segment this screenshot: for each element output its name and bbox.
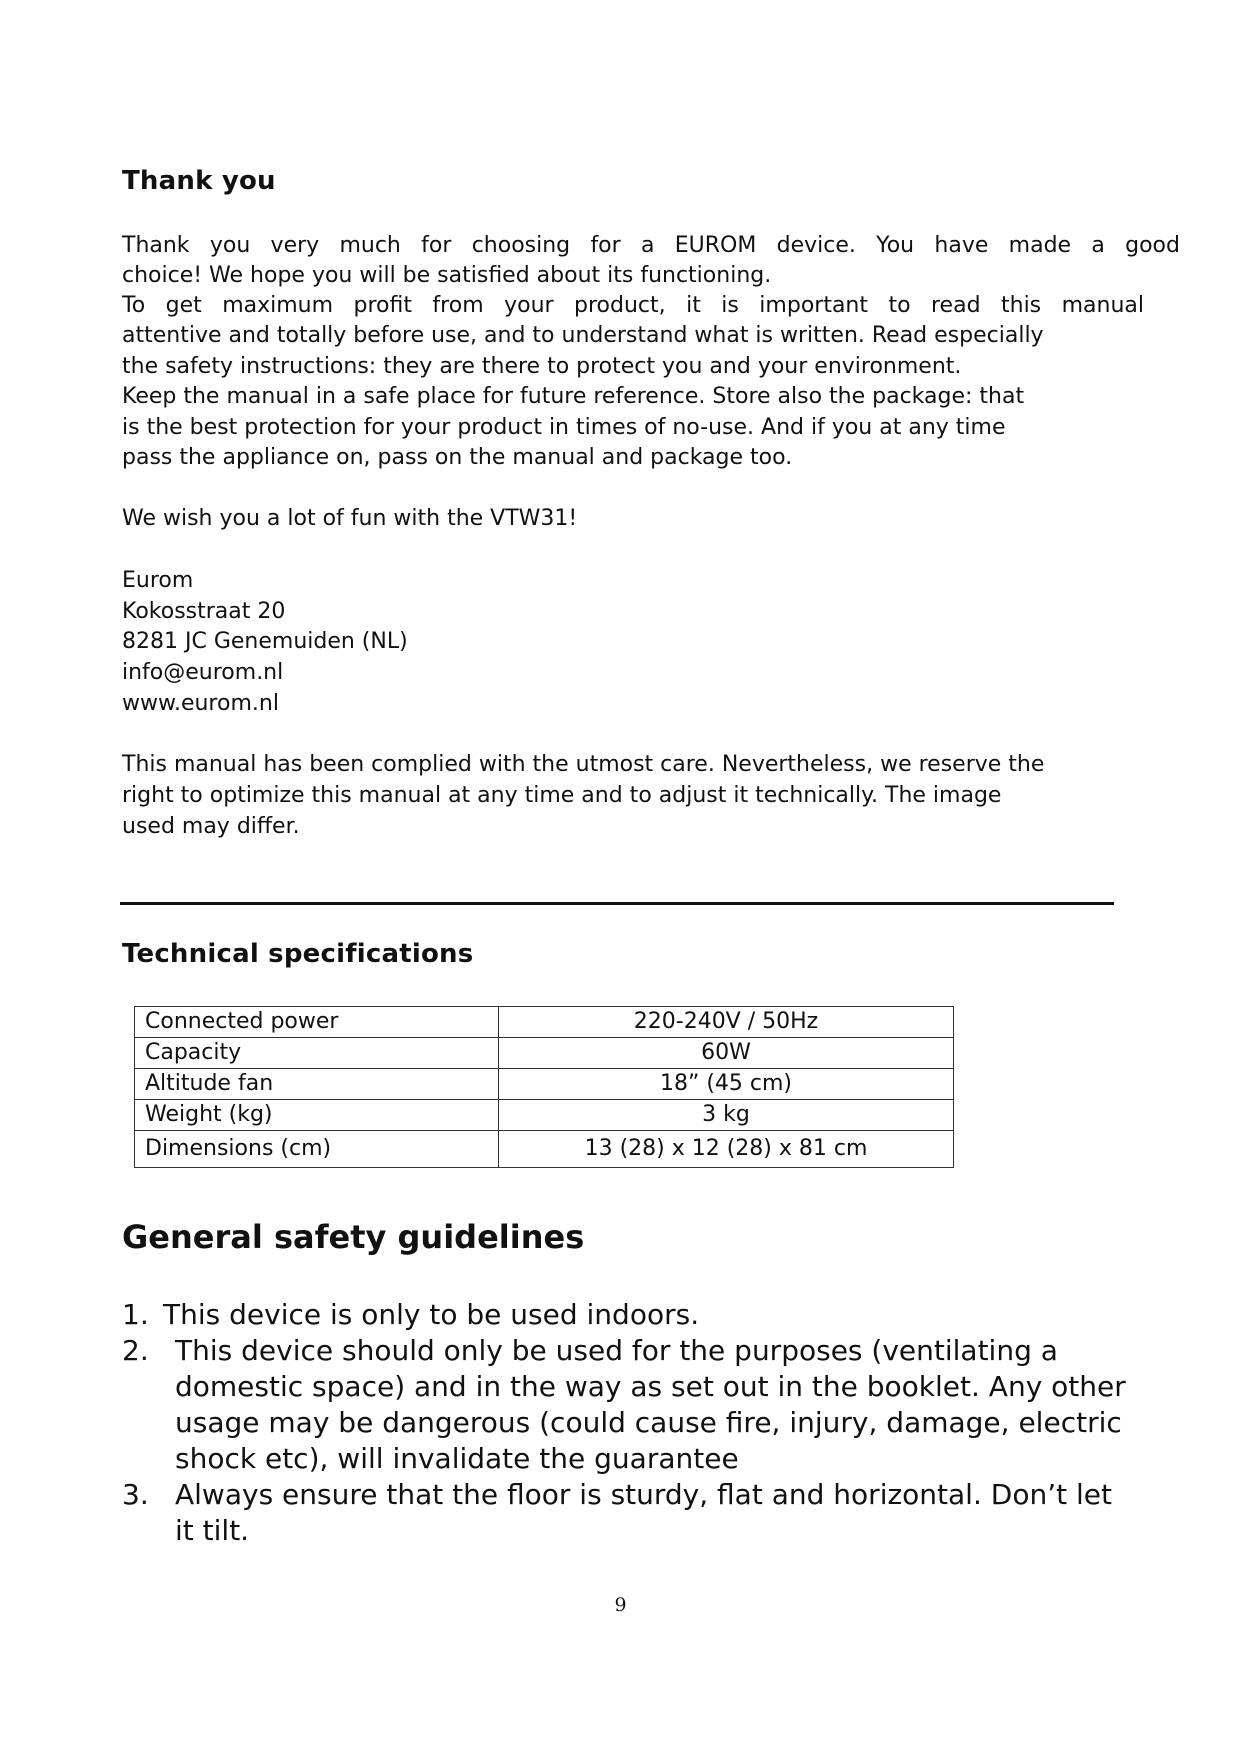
spec-label: Connected power xyxy=(135,1007,499,1038)
spec-label: Weight (kg) xyxy=(135,1100,499,1131)
list-text: This device is only to be used indoors. xyxy=(163,1298,700,1331)
list-text: Always ensure that the floor is sturdy, flat and horizontal. Don’t let it tilt. xyxy=(175,1478,1112,1547)
disclaimer-line-3: used may differ. xyxy=(122,814,300,839)
table-row xyxy=(135,1100,954,1131)
intro-line-3: To get maximum profit from your product, it is important to read this manual xyxy=(122,293,1144,318)
list-text: This device should only be used for the purposes (ventilating a domestic space) and in the way as set out in the booklet. Any other usage may be dangerous (could cause fire, injury, damage, electric shock etc), will invalidate the guarantee xyxy=(175,1334,1126,1475)
intro-line-2: choice! We hope you will be satisfied about its functioning. xyxy=(122,263,772,288)
section-divider xyxy=(120,902,1114,905)
spec-label: Altitude fan xyxy=(135,1069,499,1100)
list-item xyxy=(122,1297,1132,1333)
address-street: Kokosstraat 20 xyxy=(122,599,286,624)
safety-heading: General safety guidelines xyxy=(122,1218,585,1256)
spec-value: 60W xyxy=(499,1038,954,1069)
intro-line-4: attentive and totally before use, and to understand what is written. Read especially xyxy=(122,323,1044,348)
page-number: 9 xyxy=(614,1594,627,1616)
table-row xyxy=(135,1038,954,1069)
spec-label: Capacity xyxy=(135,1038,499,1069)
address-city: 8281 JC Genemuiden (NL) xyxy=(122,629,408,654)
address-website: www.eurom.nl xyxy=(122,691,279,716)
disclaimer-line-1: This manual has been complied with the utmost care. Nevertheless, we reserve the xyxy=(122,752,1045,777)
spec-value: 13 (28) x 12 (28) x 81 cm xyxy=(499,1131,954,1168)
spec-value: 18” (45 cm) xyxy=(499,1069,954,1100)
wish-line: We wish you a lot of fun with the VTW31! xyxy=(122,506,578,531)
list-item xyxy=(122,1333,1132,1477)
list-item xyxy=(122,1477,1132,1549)
address-email: info@eurom.nl xyxy=(122,660,284,685)
intro-line-6: Keep the manual in a safe place for future reference. Store also the package: that xyxy=(122,384,1025,409)
intro-line-8: pass the appliance on, pass on the manual and package too. xyxy=(122,445,793,470)
list-number: 1. xyxy=(122,1298,149,1331)
spec-label: Dimensions (cm) xyxy=(135,1131,499,1168)
spec-value: 220-240V / 50Hz xyxy=(499,1007,954,1038)
intro-line-7: is the best protection for your product in times of no-use. And if you at any time xyxy=(122,415,1006,440)
thank-you-heading: Thank you xyxy=(122,166,276,196)
safety-list xyxy=(122,1297,1132,1549)
spec-table xyxy=(134,1006,954,1168)
intro-line-5: the safety instructions: they are there to protect you and your environment. xyxy=(122,354,962,379)
spec-value: 3 kg xyxy=(499,1100,954,1131)
table-row xyxy=(135,1007,954,1038)
list-number: 2. xyxy=(122,1334,149,1367)
table-row xyxy=(135,1131,954,1168)
address-company: Eurom xyxy=(122,568,194,593)
disclaimer-line-2: right to optimize this manual at any time and to adjust it technically. The image xyxy=(122,783,1002,808)
intro-line-1: Thank you very much for choosing for a EUROM device. You have made a good xyxy=(122,233,1180,258)
table-row xyxy=(135,1069,954,1100)
tech-specs-heading: Technical specifications xyxy=(122,939,474,969)
list-number: 3. xyxy=(122,1478,149,1511)
